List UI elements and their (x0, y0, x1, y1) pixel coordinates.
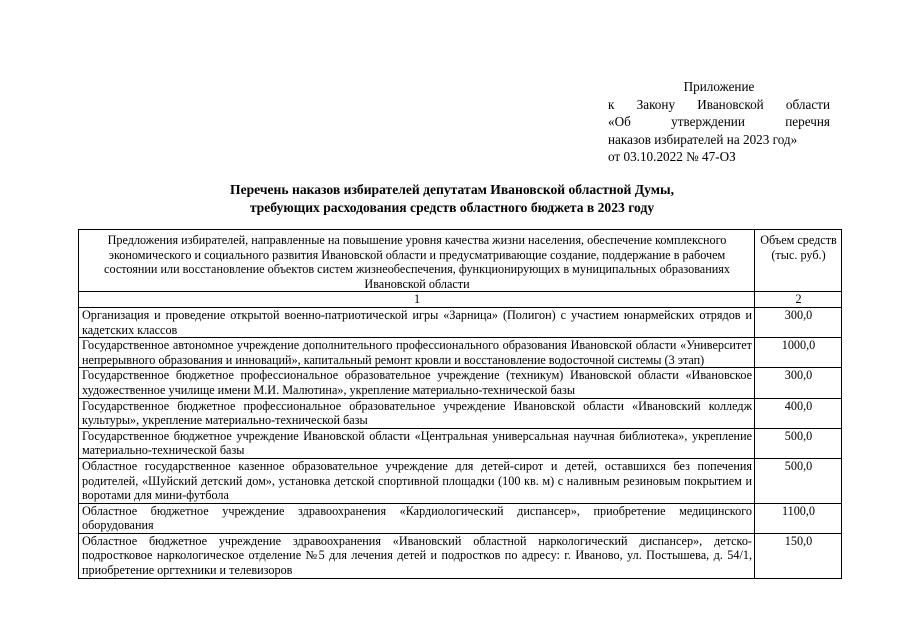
row-description: Государственное бюджетное профессиональное образовательное учреждение (техникум) Ивановской области «Ивановское художественное училище имени М.И. Малютина», укрепление материально-технической базы (79, 368, 755, 398)
appendix-law-ref: к Закону Ивановской области (608, 96, 830, 112)
row-description: Государственное автономное учреждение дополнительного профессионального образования Ивановской области «Университет непрерывного образования и инноваций», капитальный ремонт кровли и восстановление водосточной системы (3 этап) (79, 338, 755, 368)
table-row (79, 307, 842, 337)
row-description: Областное государственное казенное образовательное учреждение для детей-сирот и детей, оставшихся без попечения родителей, «Шуйский детский дом», установка детской спортивной площадки (100 кв. м) с наливным резиновым покрытием и воротами для мини-футбола (79, 458, 755, 503)
table-row (79, 503, 842, 533)
row-amount: 300,0 (755, 368, 842, 398)
header-amount: Объем средств (тыс. руб.) (755, 230, 842, 292)
title-line-1: Перечень наказов избирателей депутатам Ивановской областной Думы, (230, 182, 674, 197)
row-amount: 1000,0 (755, 338, 842, 368)
appendix-law-title-2: наказов избирателей на 2023 год» (608, 131, 798, 147)
appendix-law-date: от 03.10.2022 № 47-ОЗ (608, 149, 736, 164)
row-amount: 500,0 (755, 428, 842, 458)
column-number-row (79, 292, 842, 308)
column-number-2: 2 (755, 292, 842, 308)
appendix-label: Приложение (683, 79, 755, 94)
header-description: Предложения избирателей, направленные на повышение уровня качества жизни населения, обеспечение комплексного экономического и социального развития Ивановской области и предусматривающие создание, поддержание в рабочем состоянии или восстановление объектов систем жизнеобеспечения, функционирующих в муниципальных образованиях Ивановской области (79, 230, 755, 292)
table-row (79, 428, 842, 458)
table-row (79, 338, 842, 368)
row-description: Областное бюджетное учреждение здравоохранения «Кардиологический диспансер», приобретение медицинского оборудования (79, 503, 755, 533)
row-description: Областное бюджетное учреждение здравоохранения «Ивановский областной наркологический диспансер», детско-подростковое наркологическое отделение №5 для лечения детей и подростков по адресу: г. Иваново, ул. Постышева, д. 54/1, приобретение оргтехники и телевизоров (79, 533, 755, 578)
table-row (79, 398, 842, 428)
table-row (79, 368, 842, 398)
row-description: Государственное бюджетное профессиональное образовательное учреждение Ивановской области «Ивановский колледж культуры», укрепление материально-технической базы (79, 398, 755, 428)
row-description: Государственное бюджетное учреждение Ивановской области «Центральная универсальная научная библиотека», укрепление материально-технической базы (79, 428, 755, 458)
row-amount: 150,0 (755, 533, 842, 578)
table-row (79, 533, 842, 578)
appendix-note (608, 78, 830, 166)
mandates-table (78, 229, 842, 579)
title-line-2: требующих расходования средств областного бюджета в 2023 году (249, 199, 655, 215)
row-description: Организация и проведение открытой военно-патриотической игры «Зарница» (Полигон) с участием юнармейских отрядов и кадетских классов (79, 307, 755, 337)
row-amount: 1100,0 (755, 503, 842, 533)
row-amount: 500,0 (755, 458, 842, 503)
table-row (79, 458, 842, 503)
column-number-1: 1 (79, 292, 755, 308)
appendix-law-title-1: «Об утверждении перечня (608, 114, 830, 129)
row-amount: 300,0 (755, 307, 842, 337)
row-amount: 400,0 (755, 398, 842, 428)
document-title (150, 181, 754, 216)
table-header-row (79, 230, 842, 292)
